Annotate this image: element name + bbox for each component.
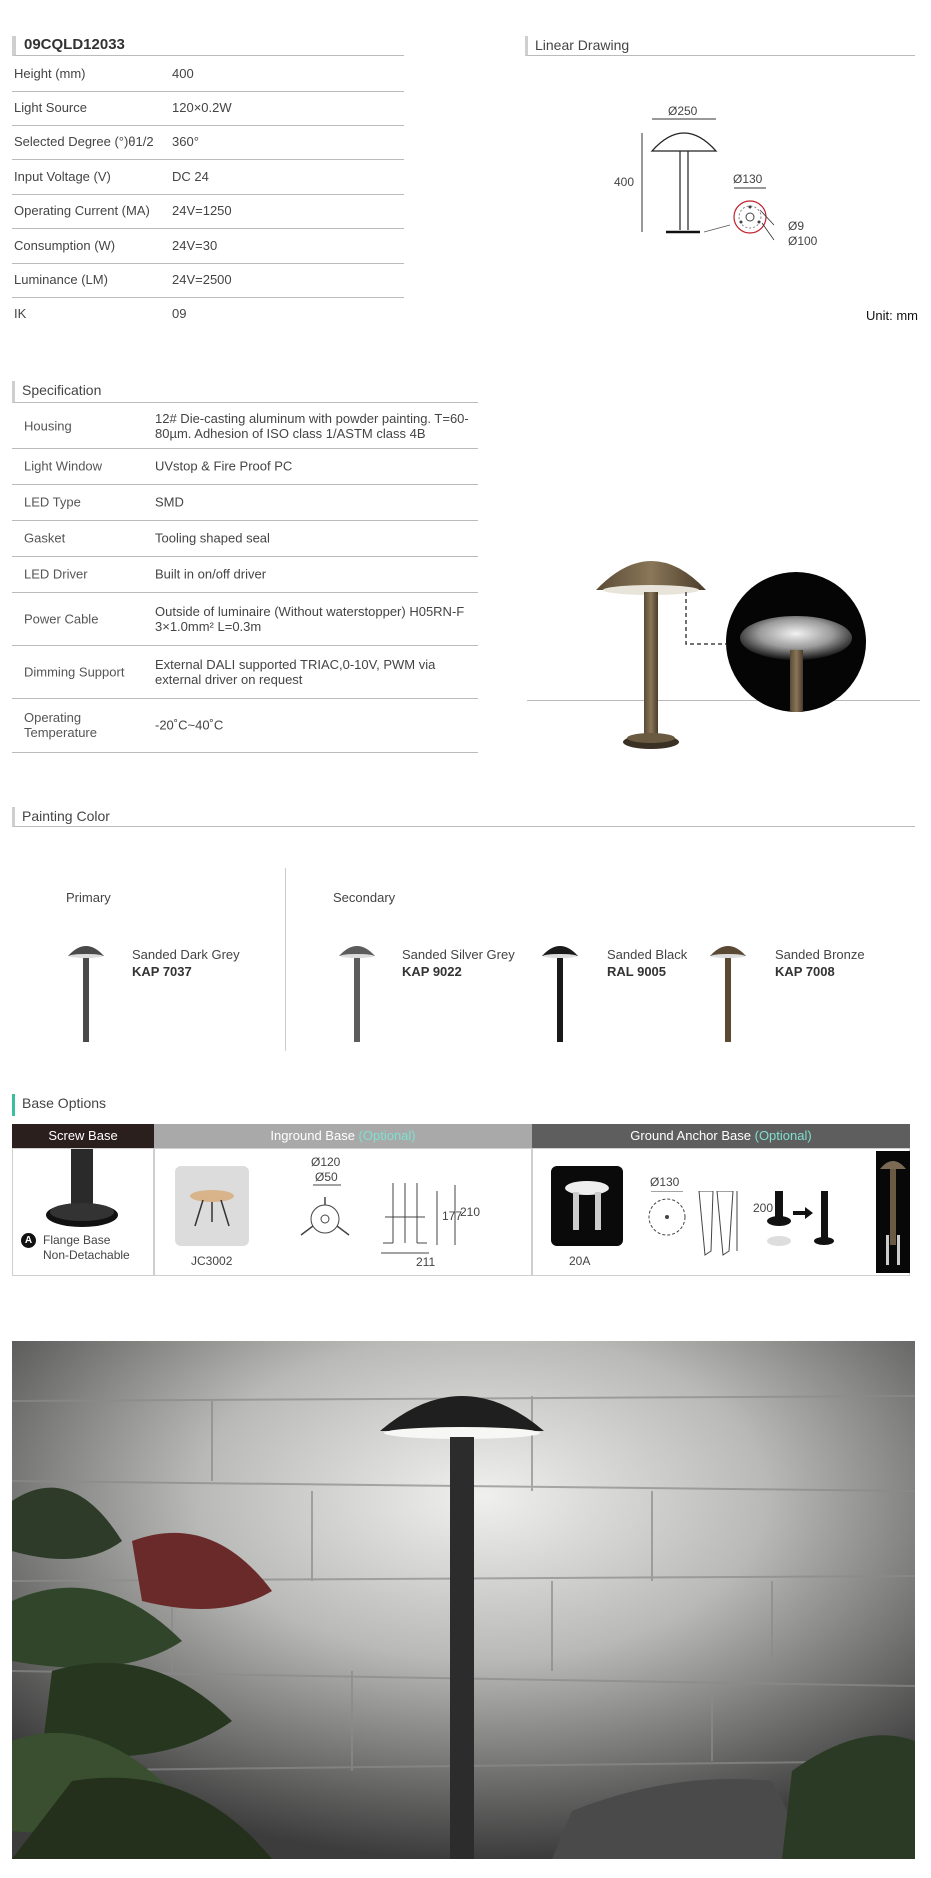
spec-value: 24V=1250 (172, 203, 232, 218)
color-lamp-icon (708, 940, 748, 1045)
specification-label: Operating Temperature (24, 710, 97, 740)
dim-base-diameter: Ø130 (733, 172, 763, 186)
inground-width: 211 (416, 1255, 436, 1269)
product-code: 09CQLD12033 (12, 36, 404, 56)
specification-row (12, 448, 478, 485)
base-options-title: Base Options (12, 1094, 132, 1116)
spec-label: IK (14, 306, 27, 321)
painting-title: Painting Color (12, 807, 915, 827)
flange-base-image (43, 1149, 123, 1234)
specification-value: Outside of luminaire (Without waterstopper) H05RN-F 3×1.0mm² L=0.3m (155, 603, 465, 634)
inground-drawing (295, 1183, 495, 1273)
anchor-optional: (Optional) (754, 1128, 812, 1143)
inground-optional: (Optional) (358, 1128, 416, 1143)
specification-value: SMD (155, 494, 184, 510)
specification-row (12, 592, 478, 646)
specification-value: Built in on/off driver (155, 566, 267, 582)
spec-label: Height (mm) (14, 66, 86, 81)
specification-label: Gasket (24, 530, 66, 546)
spec-label: Luminance (LM) (14, 272, 108, 287)
screw-base-label: Screw Base (48, 1128, 118, 1143)
specification-value: External DALI supported TRIAC,0-10V, PWM via external driver on request (155, 656, 436, 687)
product-image (590, 552, 890, 757)
inground-h1: 177 (442, 1209, 463, 1223)
spec-row (12, 229, 404, 264)
lifestyle-photo (12, 1341, 915, 1859)
tab-screw-base[interactable] (12, 1124, 154, 1148)
inground-h2: 210 (460, 1205, 481, 1219)
screw-base-cell (12, 1148, 154, 1276)
color-swatch-label (775, 946, 865, 980)
specification-label: LED Driver (24, 566, 88, 582)
spec-row (12, 57, 404, 92)
linear-drawing (600, 95, 860, 255)
dim-circle: Ø100 (788, 234, 818, 248)
dim-height: 400 (614, 175, 635, 189)
color-name: Sanded Dark Grey (132, 947, 240, 962)
badge-a: A (21, 1233, 36, 1248)
color-code: KAP 9022 (402, 964, 462, 979)
specification-row (12, 403, 478, 449)
color-name: Sanded Silver Grey (402, 947, 515, 962)
inground-base-cell (154, 1148, 532, 1276)
specification-row (12, 520, 478, 557)
spec-value: 120×0.2W (172, 100, 232, 115)
spec-value: 24V=2500 (172, 272, 232, 287)
tab-anchor-base[interactable] (532, 1124, 910, 1148)
color-code: KAP 7037 (132, 964, 192, 979)
linear-drawing-title: Linear Drawing (525, 36, 915, 56)
specification-value: 12# Die-casting aluminum with powder painting. T=60-80µm. Adhesion of ISO class 1/ASTM class 4B (155, 410, 469, 441)
specification-value: -20˚C~40˚C (155, 717, 224, 733)
flange-base-text (43, 1233, 130, 1263)
specification-value: Tooling shaped seal (155, 530, 270, 546)
spec-row (12, 194, 404, 229)
inground-d2: Ø50 (315, 1170, 338, 1184)
20a-image (551, 1166, 623, 1246)
jc3002-code: JC3002 (191, 1254, 233, 1268)
specification-title: Specification (12, 381, 478, 403)
spec-row (12, 263, 404, 298)
color-divider (285, 868, 286, 1051)
specification-label: LED Type (24, 494, 81, 510)
unit-label: Unit: mm (866, 308, 918, 323)
anchor-d: Ø130 (650, 1175, 680, 1189)
anchor-base-cell (532, 1148, 910, 1276)
flange-line1: Flange Base (43, 1233, 111, 1247)
specification-label: Housing (24, 418, 72, 433)
specification-row (12, 556, 478, 593)
spec-row (12, 297, 404, 331)
spec-row (12, 160, 404, 195)
specification-label: Dimming Support (24, 664, 125, 679)
specification-row (12, 484, 478, 521)
jc3002-image (175, 1166, 249, 1246)
color-name: Sanded Black (607, 947, 688, 962)
spec-label: Consumption (W) (14, 238, 116, 253)
secondary-label: Secondary (333, 890, 396, 905)
flange-line2: Non-Detachable (43, 1248, 130, 1262)
color-lamp-icon (540, 940, 580, 1045)
color-swatch-label (402, 946, 515, 980)
lifestyle-scene (12, 1341, 915, 1859)
spec-value: 09 (172, 306, 187, 321)
color-code: RAL 9005 (607, 964, 667, 979)
color-swatch-label (607, 946, 687, 980)
specification-value: UVstop & Fire Proof PC (155, 458, 293, 474)
tab-inground-base[interactable] (154, 1124, 532, 1148)
inground-base-label: Inground Base (270, 1128, 359, 1143)
color-lamp-icon (66, 940, 106, 1045)
spec-label: Operating Current (MA) (14, 203, 150, 218)
specification-label: Light Window (24, 458, 103, 474)
spec-value: 24V=30 (172, 238, 218, 253)
spec-value: DC 24 (172, 169, 209, 184)
spec-value: 400 (172, 66, 194, 81)
spec-value: 360° (172, 134, 199, 149)
primary-label: Primary (66, 890, 111, 905)
20a-code: 20A (569, 1254, 591, 1268)
anchor-base-label: Ground Anchor Base (630, 1128, 755, 1143)
color-name: Sanded Bronze (775, 947, 865, 962)
spec-label: Selected Degree (°)θ1/2 (14, 134, 154, 149)
specification-row (12, 698, 478, 753)
specification-row (12, 645, 478, 699)
spec-row (12, 91, 404, 126)
anchor-installed-image (876, 1151, 910, 1273)
spec-label: Input Voltage (V) (14, 169, 111, 184)
inground-d1: Ø120 (311, 1155, 341, 1169)
anchor-h: 200 (753, 1201, 774, 1215)
color-swatch-label (132, 946, 240, 980)
dim-hole: Ø9 (788, 219, 805, 233)
spec-row (12, 125, 404, 160)
color-lamp-icon (337, 940, 377, 1045)
specification-label: Power Cable (24, 611, 99, 626)
spec-label: Light Source (14, 100, 87, 115)
color-code: KAP 7008 (775, 964, 835, 979)
dim-top-diameter: Ø250 (668, 104, 698, 118)
